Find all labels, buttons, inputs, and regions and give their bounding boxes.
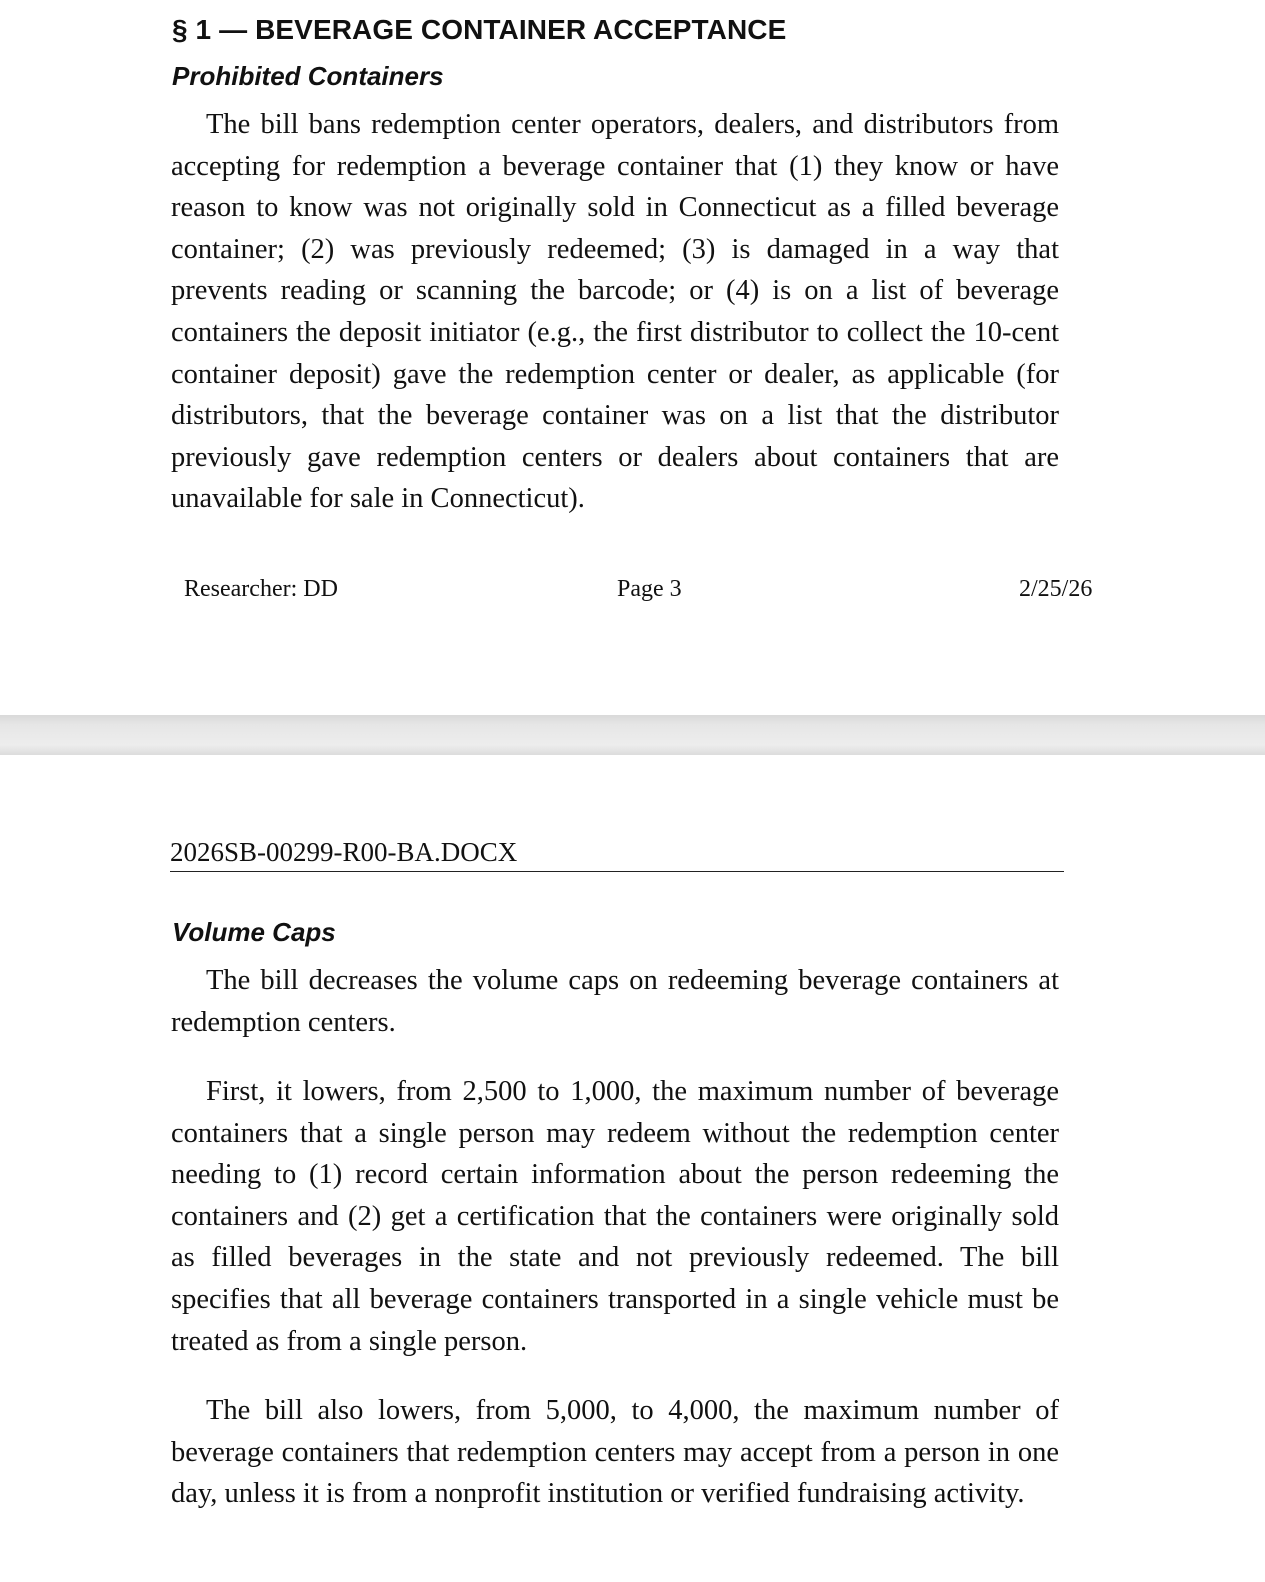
subheading-prohibited-containers: Prohibited Containers: [172, 61, 444, 91]
footer-date: 2/25/26: [1019, 576, 1093, 602]
paragraph-volume-caps-first: First, it lowers, from 2,500 to 1,000, the maximum number of beverage containers that a single person may redeem without the redemption center needing to (1) record certain information about the person redeeming the containers and (2) get a certification that the containers were originally sold as filled beverages in the state and not previously redeemed. The bill specifies that all beverage containers transported in a single vehicle must be treated as from a single person.: [171, 1076, 1059, 1357]
section-heading: § 1 — BEVERAGE CONTAINER ACCEPTANCE: [172, 14, 787, 45]
document-page-3: [0, 0, 1265, 715]
subheading-volume-caps: Volume Caps: [172, 917, 336, 947]
document-id-header: 2026SB-00299-R00-BA.DOCX: [170, 835, 1064, 872]
paragraph-volume-caps-intro: The bill decreases the volume caps on redeeming beverage containers at redemption centers.: [171, 965, 1059, 1038]
page-separator: [0, 715, 1265, 755]
footer-researcher: Researcher: DD: [184, 576, 338, 602]
paragraph-volume-caps-second: The bill also lowers, from 5,000, to 4,000, the maximum number of beverage containers that redemption centers may accept from a person in one day, unless it is from a nonprofit institution or verified fundraising activity.: [171, 1395, 1059, 1510]
footer-page-number: Page 3: [617, 576, 682, 602]
paragraph-prohibited-containers: The bill bans redemption center operators, dealers, and distributors from accepting for redemption a beverage container that (1) they know or have reason to know was not originally sold in Connecticut as a filled beverage container; (2) was previously redeemed; (3) is damaged in a way that prevents reading or scanning the barcode; or (4) is on a list of beverage containers the deposit initiator (e.g., the first distributor to collect the 10-cent container deposit) gave the redemption center or dealer, as applicable (for distributors, that the beverage container was on a list that the distributor previously gave redemption centers or dealers about containers that are unavailable for sale in Connecticut).: [171, 109, 1059, 515]
document-page-4: [0, 755, 1265, 1582]
